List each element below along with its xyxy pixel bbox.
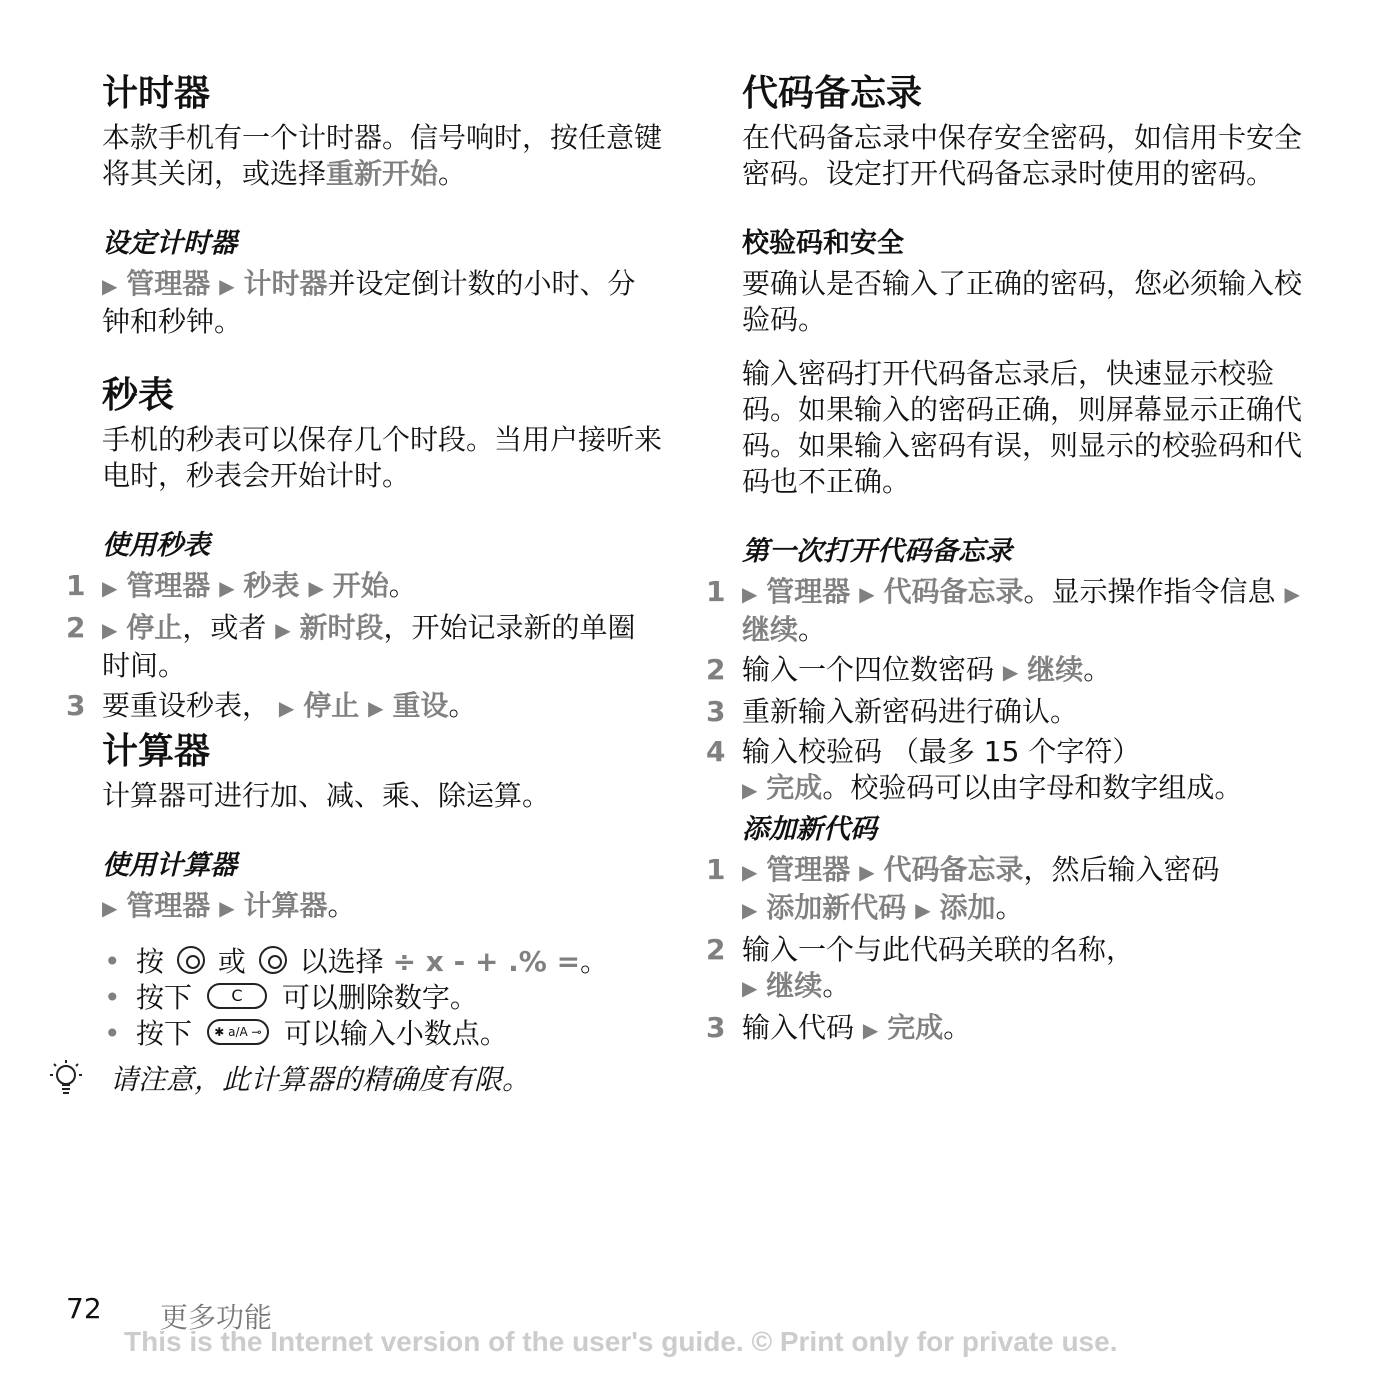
path-stop: 停止 — [303, 689, 360, 722]
step-number: 1 — [706, 853, 726, 886]
triangle-right-icon: ▶ — [308, 576, 324, 600]
set-timer-rest: 并设定倒计数的小时、分钟和秒钟。 — [102, 267, 636, 338]
triangle-right-icon: ▶ — [862, 1018, 879, 1042]
list-item — [706, 694, 1302, 730]
path-timer: 计时器 — [243, 267, 328, 300]
calculator-tips — [102, 944, 662, 1052]
list-item — [706, 852, 1302, 928]
triangle-right-icon: ▶ — [102, 274, 118, 298]
stopwatch-title: 秒表 — [102, 375, 175, 416]
star-key-icon: ✱ a/A ⊸ — [207, 1019, 269, 1045]
code-memo-section — [706, 72, 1303, 1048]
step-text: 输入代码 — [742, 1011, 855, 1044]
step-end: 。 — [1083, 653, 1112, 686]
triangle-right-icon: ▶ — [102, 576, 118, 600]
step-text: 输入一个与此代码关联的名称， — [742, 933, 1135, 966]
path-stop: 停止 — [126, 611, 183, 644]
lightbulb-icon — [40, 1058, 96, 1102]
code-memo-title: 代码备忘录 — [742, 73, 923, 114]
bullet: • — [104, 981, 121, 1014]
triangle-right-icon: ▶ — [742, 898, 758, 922]
timer-title: 计时器 — [102, 73, 211, 114]
page-number: 72 — [66, 1292, 102, 1325]
step-number: 2 — [706, 933, 726, 966]
timer-section — [102, 72, 662, 340]
step-text: ，或者 — [182, 611, 267, 644]
step-number: 3 — [706, 1011, 726, 1044]
bullet: • — [104, 1017, 121, 1050]
check-desc-2: 输入密码打开代码备忘录后，快速显示校验码。如果输入的密码正确，则屏幕显示正确代码。如果输入密码有误，则显示的校验码和代码也不正确。 — [742, 357, 1303, 498]
nav-key-right-icon — [259, 946, 287, 974]
list-item — [66, 688, 662, 726]
step-text: ，开始记录新的单圈时间。 — [102, 611, 636, 682]
calculator-desc: 计算器可进行加、减、乘、除运算。 — [102, 779, 551, 812]
path-done: 完成 — [766, 771, 823, 804]
operators: ÷ x - + .% = — [392, 945, 581, 978]
list-item — [706, 734, 1302, 808]
footer-section-title: 更多功能 — [160, 1301, 273, 1334]
footer-notice: This is the Internet version of the user's guide. © Print only for private use. — [124, 1326, 1118, 1357]
step-text: 。校验码可以由字母和数字组成。 — [822, 771, 1243, 804]
set-timer-path — [102, 266, 662, 340]
triangle-right-icon: ▶ — [278, 696, 295, 720]
triangle-right-icon: ▶ — [859, 582, 875, 606]
step-end: 。 — [943, 1011, 972, 1044]
path-calculator: 计算器 — [243, 889, 328, 922]
triangle-right-icon: ▶ — [219, 896, 235, 920]
check-desc-1: 要确认是否输入了正确的密码，您必须输入校验码。 — [742, 267, 1303, 336]
tip-text: 可以输入小数点。 — [283, 1017, 508, 1050]
clear-key-icon: C — [207, 983, 267, 1009]
step-text: 。显示操作指令信息 — [1023, 575, 1276, 608]
add-code-steps — [706, 852, 1302, 1048]
tip-text: 可以删除数字。 — [281, 981, 478, 1014]
triangle-right-icon: ▶ — [915, 898, 931, 922]
use-stopwatch-title: 使用秒表 — [102, 530, 210, 561]
step-text: 输入校验码 （最多 15 个字符） — [742, 735, 1141, 768]
first-open-title: 第一次打开代码备忘录 — [742, 536, 1012, 567]
first-open-steps — [706, 574, 1302, 808]
timer-desc-end: 。 — [438, 157, 467, 190]
step-number: 3 — [66, 689, 86, 722]
list-item — [102, 1016, 662, 1052]
use-calculator-title: 使用计算器 — [102, 850, 237, 881]
list-item — [102, 944, 662, 980]
tip-text: 按下 — [136, 981, 193, 1014]
note-text: 请注意，此计算器的精确度有限。 — [110, 1063, 531, 1096]
triangle-right-icon: ▶ — [742, 976, 758, 1000]
triangle-right-icon: ▶ — [219, 274, 235, 298]
path-stopwatch: 秒表 — [243, 569, 300, 602]
step-number: 3 — [706, 695, 726, 728]
set-timer-title: 设定计时器 — [102, 228, 237, 259]
code-memo-desc: 在代码备忘录中保存安全密码，如信用卡安全密码。设定打开代码备忘录时使用的密码。 — [742, 121, 1303, 190]
triangle-right-icon: ▶ — [102, 896, 118, 920]
path-reset: 重设 — [392, 689, 449, 722]
stopwatch-steps — [66, 568, 662, 726]
add-code-title: 添加新代码 — [742, 814, 877, 845]
triangle-right-icon: ▶ — [219, 576, 235, 600]
calculator-note — [40, 1058, 640, 1102]
path-add: 添加 — [939, 891, 996, 924]
path-manager: 管理器 — [766, 575, 851, 608]
step-number: 2 — [66, 611, 86, 644]
step-text: 重新输入新密码进行确认。 — [742, 695, 1079, 728]
tip-text: 按 — [136, 945, 165, 978]
step-number: 1 — [706, 575, 726, 608]
path-code-memo: 代码备忘录 — [883, 853, 1024, 886]
list-item — [66, 610, 662, 684]
timer-desc — [102, 120, 662, 192]
path-code-memo: 代码备忘录 — [883, 575, 1024, 608]
calculator-section — [102, 730, 662, 1052]
list-item — [102, 980, 662, 1016]
list-item — [706, 574, 1302, 648]
triangle-right-icon: ▶ — [275, 618, 291, 642]
step-number: 2 — [706, 653, 726, 686]
step-end: 。 — [388, 569, 417, 602]
nav-key-left-icon — [177, 946, 205, 974]
step-text: ，然后输入密码 — [1023, 853, 1220, 886]
stopwatch-desc: 手机的秒表可以保存几个时段。当用户接听来电时，秒表会开始计时。 — [102, 423, 663, 492]
path-done: 完成 — [887, 1011, 944, 1044]
step-number: 4 — [706, 735, 726, 768]
triangle-right-icon: ▶ — [742, 582, 758, 606]
triangle-right-icon: ▶ — [1284, 582, 1300, 606]
left-column — [66, 72, 663, 1052]
step-end: 。 — [995, 891, 1024, 924]
path-continue: 继续 — [742, 613, 799, 646]
stopwatch-section — [66, 374, 663, 726]
calculator-title: 计算器 — [102, 731, 211, 772]
tip-text: 按下 — [136, 1017, 193, 1050]
step-text: 输入一个四位数密码 — [742, 653, 995, 686]
triangle-right-icon: ▶ — [742, 778, 758, 802]
bullet: • — [104, 945, 121, 978]
triangle-right-icon: ▶ — [102, 618, 118, 642]
step-end: 。 — [448, 689, 477, 722]
list-item — [706, 1010, 1302, 1048]
path-start: 开始 — [332, 569, 389, 602]
path-manager: 管理器 — [126, 889, 211, 922]
triangle-right-icon: ▶ — [742, 860, 758, 884]
step-end: 。 — [798, 613, 827, 646]
list-item — [706, 652, 1302, 690]
step-text: 要重设秒表， — [102, 689, 271, 722]
path-add-new-code: 添加新代码 — [766, 891, 907, 924]
check-title: 校验码和安全 — [742, 228, 904, 259]
step-end: 。 — [822, 969, 851, 1002]
tip-end: 。 — [580, 945, 609, 978]
right-column — [706, 72, 1303, 1052]
path-continue: 继续 — [766, 969, 823, 1002]
path-end: 。 — [327, 889, 356, 922]
triangle-right-icon: ▶ — [368, 696, 384, 720]
tip-text: 或 — [217, 945, 246, 978]
tip-text: 以选择 — [299, 945, 384, 978]
path-continue: 继续 — [1027, 653, 1084, 686]
path-new-lap: 新时段 — [299, 611, 384, 644]
path-manager: 管理器 — [126, 267, 211, 300]
list-item — [66, 568, 662, 606]
path-manager: 管理器 — [126, 569, 211, 602]
calculator-path — [102, 888, 662, 926]
restart-option: 重新开始 — [326, 157, 439, 190]
triangle-right-icon: ▶ — [1002, 660, 1019, 684]
step-number: 1 — [66, 569, 86, 602]
timer-desc-text: 本款手机有一个计时器。信号响时，按任意键将其关闭，或选择 — [102, 121, 663, 190]
triangle-right-icon: ▶ — [859, 860, 875, 884]
list-item — [706, 932, 1302, 1006]
path-manager: 管理器 — [766, 853, 851, 886]
